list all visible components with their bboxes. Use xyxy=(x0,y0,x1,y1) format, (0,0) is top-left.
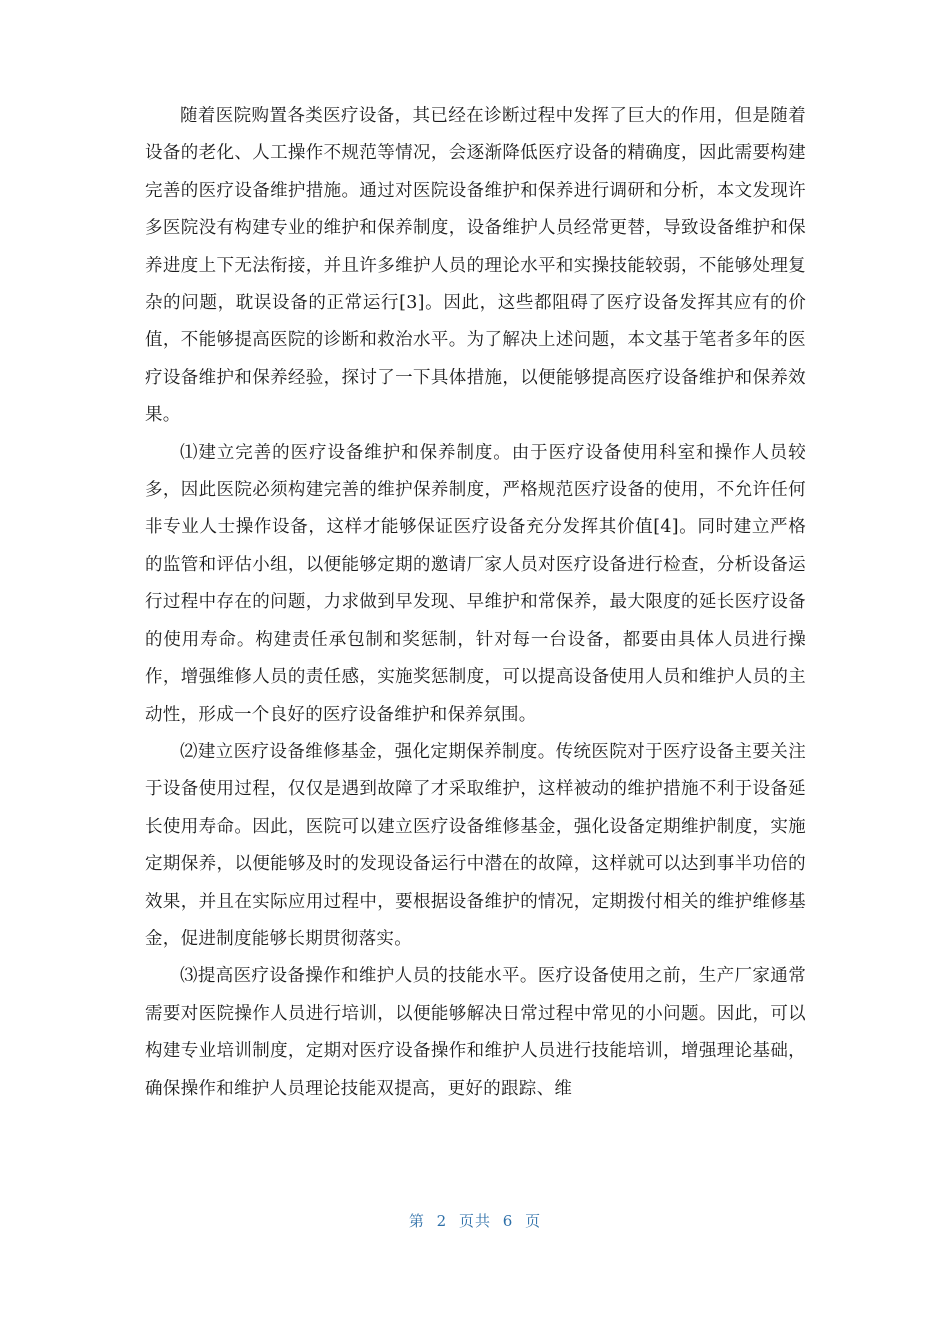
page-prefix: 第 xyxy=(408,1212,425,1230)
paragraph-item-3: ⑶提高医疗设备操作和维护人员的技能水平。医疗设备使用之前，生产厂家通常需要对医院操作人员进行培训，以便能够解决日常过程中常见的小问题。因此，可以构建专业培训制度，定期对医疗设备操作和维护人员进行技能培训，增强理论基础，确保操作和维护人员理论技能双提高，更好的跟踪、维 xyxy=(145,966,806,1099)
document-body xyxy=(145,98,806,1108)
paragraph-item-1: ⑴建立完善的医疗设备维护和保养制度。由于医疗设备使用科室和操作人员较多，因此医院必须构建完善的维护保养制度，严格规范医疗设备的使用，不允许任何非专业人士操作设备，这样才能够保证医疗设备充分发挥其价值[4]。同时建立严格的监管和评估小组，以便能够定期的邀请厂家人员对医疗设备进行检查，分析设备运行过程中存在的问题，力求做到早发现、早维护和常保养，最大限度的延长医疗设备的使用寿命。构建责任承包制和奖惩制，针对每一台设备，都要由具体人员进行操作，增强维修人员的责任感，实施奖惩制度，可以提高设备使用人员和维护人员的主动性，形成一个良好的医疗设备维护和保养氛围。 xyxy=(145,442,806,725)
total-pages-number: 6 xyxy=(502,1212,514,1230)
page-suffix: 页 xyxy=(525,1212,542,1230)
page-number-footer xyxy=(0,1210,950,1231)
page-middle-text: 页共 xyxy=(458,1212,491,1230)
paragraph-item-2: ⑵建立医疗设备维修基金，强化定期保养制度。传统医院对于医疗设备主要关注于设备使用过程，仅仅是遇到故障了才采取维护，这样被动的维护措施不利于设备延长使用寿命。因此，医院可以建立医疗设备维修基金，强化设备定期维护制度，实施定期保养，以便能够及时的发现设备运行中潜在的故障，这样就可以达到事半功倍的效果，并且在实际应用过程中，要根据设备维护的情况，定期拨付相关的维护维修基金，促进制度能够长期贯彻落实。 xyxy=(145,741,806,949)
paragraph-intro: 随着医院购置各类医疗设备，其已经在诊断过程中发挥了巨大的作用，但是随着设备的老化、人工操作不规范等情况，会逐渐降低医疗设备的精确度，因此需要构建完善的医疗设备维护措施。通过对医院设备维护和保养进行调研和分析，本文发现许多医院没有构建专业的维护和保养制度，设备维护人员经常更替，导致设备维护和保养进度上下无法衔接，并且许多维护人员的理论水平和实操技能较弱，不能够处理复杂的问题，耽误设备的正常运行[3]。因此，这些都阻碍了医疗设备发挥其应有的价值，不能够提高医院的诊断和救治水平。为了解决上述问题，本文基于笔者多年的医疗设备维护和保养经验，探讨了一下具体措施，以便能够提高医疗设备维护和保养效果。 xyxy=(145,106,806,426)
current-page-number: 2 xyxy=(436,1212,448,1230)
